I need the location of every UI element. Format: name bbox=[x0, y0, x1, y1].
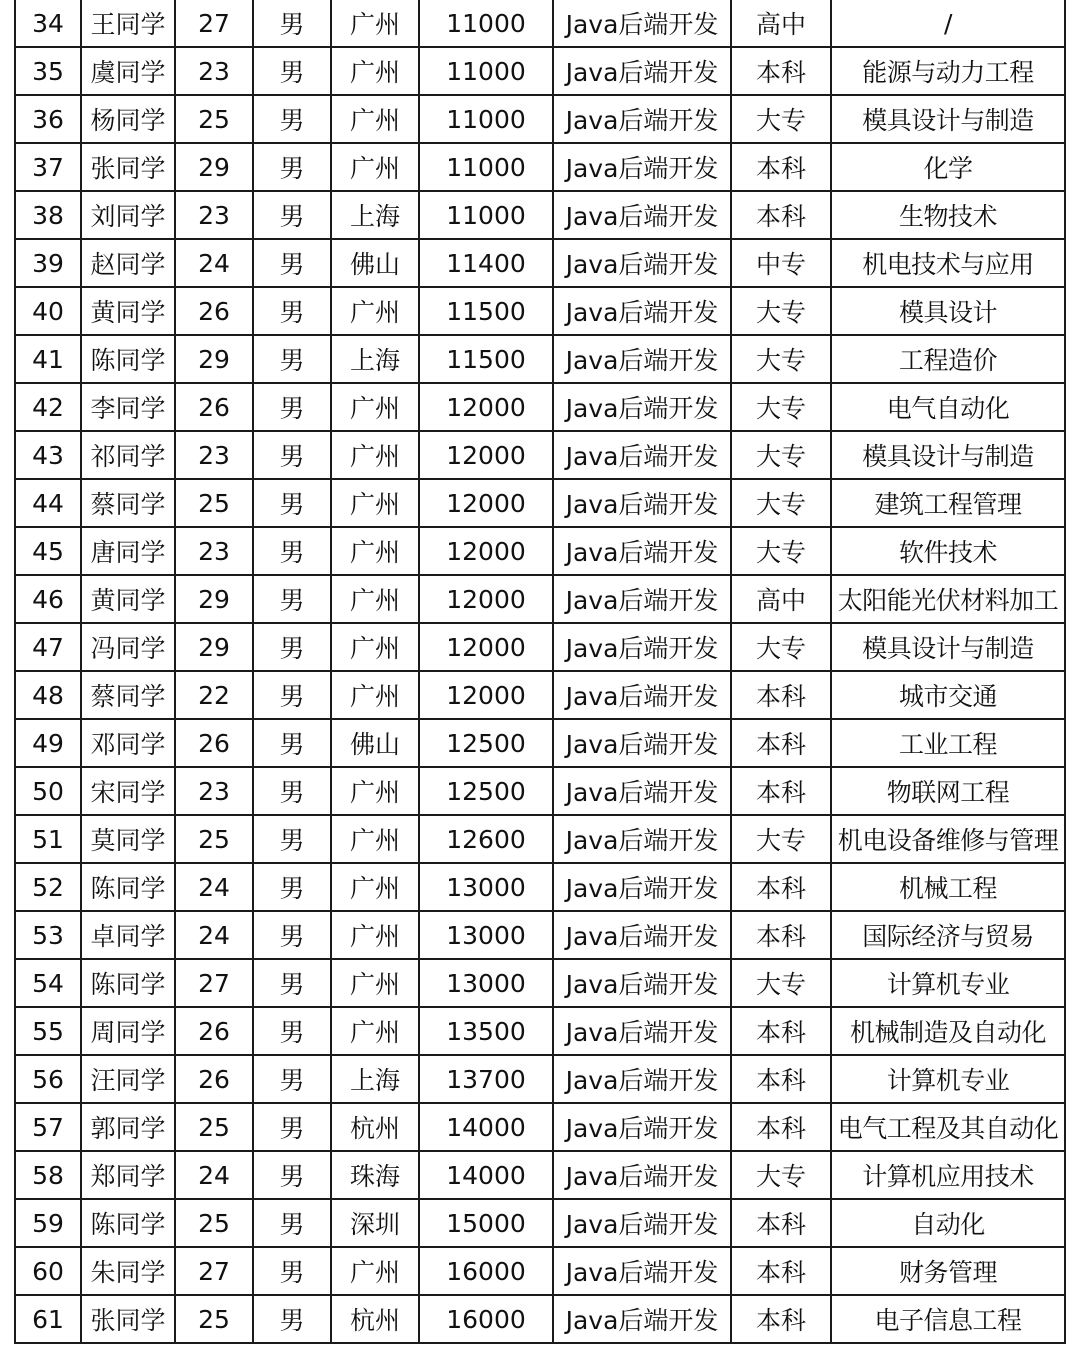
position-cell: Java后端开发 bbox=[553, 383, 731, 431]
position-cell: Java后端开发 bbox=[553, 191, 731, 239]
gender-cell: 男 bbox=[253, 671, 331, 719]
city-cell: 广州 bbox=[331, 1007, 419, 1055]
education-cell: 大专 bbox=[731, 383, 831, 431]
salary-cell: 11000 bbox=[419, 0, 553, 47]
city-cell: 广州 bbox=[331, 527, 419, 575]
age-cell: 29 bbox=[175, 143, 253, 191]
major-cell: 机械制造及自动化 bbox=[831, 1007, 1065, 1055]
row-number-cell: 35 bbox=[15, 47, 81, 95]
education-cell: 大专 bbox=[731, 527, 831, 575]
salary-cell: 11500 bbox=[419, 287, 553, 335]
table-row bbox=[15, 191, 1065, 239]
city-cell: 佛山 bbox=[331, 719, 419, 767]
education-cell: 大专 bbox=[731, 287, 831, 335]
salary-cell: 11000 bbox=[419, 47, 553, 95]
student-name-cell: 杨同学 bbox=[81, 95, 175, 143]
city-cell: 广州 bbox=[331, 0, 419, 47]
student-name-cell: 宋同学 bbox=[81, 767, 175, 815]
gender-cell: 男 bbox=[253, 1055, 331, 1103]
gender-cell: 男 bbox=[253, 287, 331, 335]
position-cell: Java后端开发 bbox=[553, 719, 731, 767]
gender-cell: 男 bbox=[253, 383, 331, 431]
table-row bbox=[15, 1103, 1065, 1151]
salary-cell: 11500 bbox=[419, 335, 553, 383]
position-cell: Java后端开发 bbox=[553, 143, 731, 191]
table-row bbox=[15, 575, 1065, 623]
gender-cell: 男 bbox=[253, 143, 331, 191]
age-cell: 29 bbox=[175, 623, 253, 671]
table-row bbox=[15, 1007, 1065, 1055]
table-row bbox=[15, 623, 1065, 671]
salary-cell: 13000 bbox=[419, 863, 553, 911]
position-cell: Java后端开发 bbox=[553, 1199, 731, 1247]
education-cell: 本科 bbox=[731, 1103, 831, 1151]
gender-cell: 男 bbox=[253, 239, 331, 287]
major-cell: / bbox=[831, 0, 1065, 47]
salary-cell: 16000 bbox=[419, 1295, 553, 1343]
age-cell: 22 bbox=[175, 671, 253, 719]
city-cell: 广州 bbox=[331, 575, 419, 623]
table-row bbox=[15, 1199, 1065, 1247]
gender-cell: 男 bbox=[253, 863, 331, 911]
major-cell: 机械工程 bbox=[831, 863, 1065, 911]
city-cell: 杭州 bbox=[331, 1295, 419, 1343]
student-name-cell: 赵同学 bbox=[81, 239, 175, 287]
row-number-cell: 49 bbox=[15, 719, 81, 767]
education-cell: 大专 bbox=[731, 815, 831, 863]
student-name-cell: 莫同学 bbox=[81, 815, 175, 863]
student-name-cell: 唐同学 bbox=[81, 527, 175, 575]
position-cell: Java后端开发 bbox=[553, 47, 731, 95]
student-name-cell: 邓同学 bbox=[81, 719, 175, 767]
age-cell: 27 bbox=[175, 1247, 253, 1295]
gender-cell: 男 bbox=[253, 1151, 331, 1199]
position-cell: Java后端开发 bbox=[553, 1295, 731, 1343]
table-row bbox=[15, 959, 1065, 1007]
education-cell: 大专 bbox=[731, 623, 831, 671]
major-cell: 计算机专业 bbox=[831, 959, 1065, 1007]
city-cell: 广州 bbox=[331, 143, 419, 191]
position-cell: Java后端开发 bbox=[553, 863, 731, 911]
age-cell: 25 bbox=[175, 1295, 253, 1343]
position-cell: Java后端开发 bbox=[553, 239, 731, 287]
city-cell: 广州 bbox=[331, 911, 419, 959]
salary-cell: 12000 bbox=[419, 623, 553, 671]
education-cell: 大专 bbox=[731, 431, 831, 479]
row-number-cell: 55 bbox=[15, 1007, 81, 1055]
salary-cell: 12500 bbox=[419, 767, 553, 815]
age-cell: 23 bbox=[175, 47, 253, 95]
gender-cell: 男 bbox=[253, 623, 331, 671]
major-cell: 电气工程及其自动化 bbox=[831, 1103, 1065, 1151]
major-cell: 模具设计与制造 bbox=[831, 95, 1065, 143]
student-name-cell: 刘同学 bbox=[81, 191, 175, 239]
age-cell: 24 bbox=[175, 863, 253, 911]
salary-cell: 13500 bbox=[419, 1007, 553, 1055]
salary-cell: 13000 bbox=[419, 911, 553, 959]
city-cell: 广州 bbox=[331, 287, 419, 335]
city-cell: 广州 bbox=[331, 671, 419, 719]
salary-cell: 11000 bbox=[419, 95, 553, 143]
education-cell: 大专 bbox=[731, 479, 831, 527]
table-row bbox=[15, 95, 1065, 143]
table-row bbox=[15, 383, 1065, 431]
city-cell: 杭州 bbox=[331, 1103, 419, 1151]
student-salary-table bbox=[14, 0, 1066, 1344]
education-cell: 本科 bbox=[731, 1247, 831, 1295]
position-cell: Java后端开发 bbox=[553, 1055, 731, 1103]
city-cell: 广州 bbox=[331, 95, 419, 143]
age-cell: 26 bbox=[175, 1007, 253, 1055]
position-cell: Java后端开发 bbox=[553, 1151, 731, 1199]
position-cell: Java后端开发 bbox=[553, 623, 731, 671]
row-number-cell: 51 bbox=[15, 815, 81, 863]
age-cell: 25 bbox=[175, 815, 253, 863]
age-cell: 26 bbox=[175, 1055, 253, 1103]
major-cell: 生物技术 bbox=[831, 191, 1065, 239]
age-cell: 26 bbox=[175, 287, 253, 335]
salary-cell: 12500 bbox=[419, 719, 553, 767]
row-number-cell: 61 bbox=[15, 1295, 81, 1343]
row-number-cell: 56 bbox=[15, 1055, 81, 1103]
major-cell: 工业工程 bbox=[831, 719, 1065, 767]
age-cell: 23 bbox=[175, 191, 253, 239]
city-cell: 广州 bbox=[331, 1247, 419, 1295]
row-number-cell: 52 bbox=[15, 863, 81, 911]
city-cell: 广州 bbox=[331, 815, 419, 863]
position-cell: Java后端开发 bbox=[553, 431, 731, 479]
row-number-cell: 48 bbox=[15, 671, 81, 719]
gender-cell: 男 bbox=[253, 1007, 331, 1055]
student-name-cell: 黄同学 bbox=[81, 287, 175, 335]
major-cell: 模具设计 bbox=[831, 287, 1065, 335]
position-cell: Java后端开发 bbox=[553, 815, 731, 863]
gender-cell: 男 bbox=[253, 527, 331, 575]
position-cell: Java后端开发 bbox=[553, 1007, 731, 1055]
gender-cell: 男 bbox=[253, 335, 331, 383]
city-cell: 广州 bbox=[331, 383, 419, 431]
table-row bbox=[15, 527, 1065, 575]
student-name-cell: 朱同学 bbox=[81, 1247, 175, 1295]
table-row bbox=[15, 287, 1065, 335]
major-cell: 模具设计与制造 bbox=[831, 623, 1065, 671]
student-name-cell: 祁同学 bbox=[81, 431, 175, 479]
education-cell: 本科 bbox=[731, 719, 831, 767]
age-cell: 27 bbox=[175, 0, 253, 47]
table-row bbox=[15, 719, 1065, 767]
major-cell: 电气自动化 bbox=[831, 383, 1065, 431]
education-cell: 本科 bbox=[731, 1295, 831, 1343]
position-cell: Java后端开发 bbox=[553, 1103, 731, 1151]
major-cell: 软件技术 bbox=[831, 527, 1065, 575]
row-number-cell: 43 bbox=[15, 431, 81, 479]
education-cell: 本科 bbox=[731, 1007, 831, 1055]
table-row bbox=[15, 1295, 1065, 1343]
salary-cell: 14000 bbox=[419, 1103, 553, 1151]
salary-cell: 12000 bbox=[419, 671, 553, 719]
position-cell: Java后端开发 bbox=[553, 0, 731, 47]
table-row bbox=[15, 1151, 1065, 1199]
age-cell: 25 bbox=[175, 95, 253, 143]
salary-cell: 12000 bbox=[419, 575, 553, 623]
major-cell: 城市交通 bbox=[831, 671, 1065, 719]
row-number-cell: 37 bbox=[15, 143, 81, 191]
education-cell: 高中 bbox=[731, 575, 831, 623]
student-name-cell: 陈同学 bbox=[81, 863, 175, 911]
age-cell: 24 bbox=[175, 1151, 253, 1199]
gender-cell: 男 bbox=[253, 719, 331, 767]
student-name-cell: 李同学 bbox=[81, 383, 175, 431]
student-name-cell: 郭同学 bbox=[81, 1103, 175, 1151]
age-cell: 29 bbox=[175, 575, 253, 623]
city-cell: 广州 bbox=[331, 431, 419, 479]
major-cell: 太阳能光伏材料加工 bbox=[831, 575, 1065, 623]
gender-cell: 男 bbox=[253, 959, 331, 1007]
student-name-cell: 冯同学 bbox=[81, 623, 175, 671]
age-cell: 24 bbox=[175, 911, 253, 959]
city-cell: 深圳 bbox=[331, 1199, 419, 1247]
row-number-cell: 45 bbox=[15, 527, 81, 575]
city-cell: 广州 bbox=[331, 959, 419, 1007]
age-cell: 27 bbox=[175, 959, 253, 1007]
row-number-cell: 57 bbox=[15, 1103, 81, 1151]
table-row bbox=[15, 1247, 1065, 1295]
row-number-cell: 59 bbox=[15, 1199, 81, 1247]
table-row bbox=[15, 335, 1065, 383]
salary-cell: 11000 bbox=[419, 143, 553, 191]
major-cell: 建筑工程管理 bbox=[831, 479, 1065, 527]
student-name-cell: 王同学 bbox=[81, 0, 175, 47]
student-name-cell: 陈同学 bbox=[81, 1199, 175, 1247]
position-cell: Java后端开发 bbox=[553, 767, 731, 815]
major-cell: 国际经济与贸易 bbox=[831, 911, 1065, 959]
gender-cell: 男 bbox=[253, 815, 331, 863]
student-name-cell: 陈同学 bbox=[81, 335, 175, 383]
table-row bbox=[15, 47, 1065, 95]
major-cell: 能源与动力工程 bbox=[831, 47, 1065, 95]
salary-cell: 12000 bbox=[419, 431, 553, 479]
table-row bbox=[15, 239, 1065, 287]
row-number-cell: 53 bbox=[15, 911, 81, 959]
position-cell: Java后端开发 bbox=[553, 479, 731, 527]
education-cell: 本科 bbox=[731, 767, 831, 815]
education-cell: 本科 bbox=[731, 1055, 831, 1103]
row-number-cell: 42 bbox=[15, 383, 81, 431]
salary-cell: 13700 bbox=[419, 1055, 553, 1103]
student-name-cell: 虞同学 bbox=[81, 47, 175, 95]
age-cell: 26 bbox=[175, 383, 253, 431]
table-row bbox=[15, 431, 1065, 479]
gender-cell: 男 bbox=[253, 431, 331, 479]
row-number-cell: 40 bbox=[15, 287, 81, 335]
table-row bbox=[15, 479, 1065, 527]
education-cell: 本科 bbox=[731, 191, 831, 239]
row-number-cell: 46 bbox=[15, 575, 81, 623]
major-cell: 机电设备维修与管理 bbox=[831, 815, 1065, 863]
gender-cell: 男 bbox=[253, 575, 331, 623]
student-name-cell: 卓同学 bbox=[81, 911, 175, 959]
table-row bbox=[15, 815, 1065, 863]
table-row bbox=[15, 1055, 1065, 1103]
city-cell: 广州 bbox=[331, 479, 419, 527]
city-cell: 珠海 bbox=[331, 1151, 419, 1199]
student-name-cell: 张同学 bbox=[81, 1295, 175, 1343]
table-row bbox=[15, 143, 1065, 191]
salary-cell: 13000 bbox=[419, 959, 553, 1007]
major-cell: 机电技术与应用 bbox=[831, 239, 1065, 287]
gender-cell: 男 bbox=[253, 1247, 331, 1295]
row-number-cell: 34 bbox=[15, 0, 81, 47]
major-cell: 自动化 bbox=[831, 1199, 1065, 1247]
student-name-cell: 黄同学 bbox=[81, 575, 175, 623]
age-cell: 24 bbox=[175, 239, 253, 287]
salary-cell: 11400 bbox=[419, 239, 553, 287]
education-cell: 大专 bbox=[731, 1151, 831, 1199]
education-cell: 大专 bbox=[731, 335, 831, 383]
student-name-cell: 周同学 bbox=[81, 1007, 175, 1055]
row-number-cell: 38 bbox=[15, 191, 81, 239]
gender-cell: 男 bbox=[253, 911, 331, 959]
student-name-cell: 郑同学 bbox=[81, 1151, 175, 1199]
education-cell: 本科 bbox=[731, 1199, 831, 1247]
age-cell: 23 bbox=[175, 767, 253, 815]
education-cell: 本科 bbox=[731, 143, 831, 191]
salary-cell: 12000 bbox=[419, 479, 553, 527]
position-cell: Java后端开发 bbox=[553, 287, 731, 335]
city-cell: 广州 bbox=[331, 47, 419, 95]
education-cell: 大专 bbox=[731, 959, 831, 1007]
major-cell: 工程造价 bbox=[831, 335, 1065, 383]
major-cell: 计算机应用技术 bbox=[831, 1151, 1065, 1199]
gender-cell: 男 bbox=[253, 1295, 331, 1343]
salary-cell: 12000 bbox=[419, 527, 553, 575]
gender-cell: 男 bbox=[253, 767, 331, 815]
salary-cell: 11000 bbox=[419, 191, 553, 239]
education-cell: 本科 bbox=[731, 671, 831, 719]
education-cell: 高中 bbox=[731, 0, 831, 47]
row-number-cell: 44 bbox=[15, 479, 81, 527]
education-cell: 本科 bbox=[731, 47, 831, 95]
city-cell: 佛山 bbox=[331, 239, 419, 287]
row-number-cell: 60 bbox=[15, 1247, 81, 1295]
city-cell: 广州 bbox=[331, 623, 419, 671]
position-cell: Java后端开发 bbox=[553, 95, 731, 143]
row-number-cell: 58 bbox=[15, 1151, 81, 1199]
student-name-cell: 陈同学 bbox=[81, 959, 175, 1007]
gender-cell: 男 bbox=[253, 95, 331, 143]
age-cell: 25 bbox=[175, 1103, 253, 1151]
row-number-cell: 36 bbox=[15, 95, 81, 143]
student-name-cell: 蔡同学 bbox=[81, 671, 175, 719]
salary-cell: 14000 bbox=[419, 1151, 553, 1199]
education-cell: 大专 bbox=[731, 95, 831, 143]
education-cell: 本科 bbox=[731, 911, 831, 959]
position-cell: Java后端开发 bbox=[553, 527, 731, 575]
age-cell: 29 bbox=[175, 335, 253, 383]
city-cell: 上海 bbox=[331, 1055, 419, 1103]
city-cell: 上海 bbox=[331, 335, 419, 383]
table-row bbox=[15, 0, 1065, 47]
age-cell: 25 bbox=[175, 479, 253, 527]
age-cell: 25 bbox=[175, 1199, 253, 1247]
major-cell: 电子信息工程 bbox=[831, 1295, 1065, 1343]
position-cell: Java后端开发 bbox=[553, 911, 731, 959]
age-cell: 26 bbox=[175, 719, 253, 767]
table-row bbox=[15, 671, 1065, 719]
major-cell: 财务管理 bbox=[831, 1247, 1065, 1295]
major-cell: 物联网工程 bbox=[831, 767, 1065, 815]
salary-cell: 12000 bbox=[419, 383, 553, 431]
gender-cell: 男 bbox=[253, 479, 331, 527]
education-cell: 中专 bbox=[731, 239, 831, 287]
salary-cell: 16000 bbox=[419, 1247, 553, 1295]
student-name-cell: 汪同学 bbox=[81, 1055, 175, 1103]
gender-cell: 男 bbox=[253, 1199, 331, 1247]
row-number-cell: 39 bbox=[15, 239, 81, 287]
row-number-cell: 54 bbox=[15, 959, 81, 1007]
salary-cell: 15000 bbox=[419, 1199, 553, 1247]
age-cell: 23 bbox=[175, 527, 253, 575]
row-number-cell: 47 bbox=[15, 623, 81, 671]
gender-cell: 男 bbox=[253, 0, 331, 47]
table-body bbox=[15, 0, 1065, 1343]
city-cell: 广州 bbox=[331, 767, 419, 815]
gender-cell: 男 bbox=[253, 47, 331, 95]
table-row bbox=[15, 767, 1065, 815]
gender-cell: 男 bbox=[253, 1103, 331, 1151]
major-cell: 模具设计与制造 bbox=[831, 431, 1065, 479]
major-cell: 计算机专业 bbox=[831, 1055, 1065, 1103]
position-cell: Java后端开发 bbox=[553, 959, 731, 1007]
education-cell: 本科 bbox=[731, 863, 831, 911]
position-cell: Java后端开发 bbox=[553, 671, 731, 719]
position-cell: Java后端开发 bbox=[553, 1247, 731, 1295]
row-number-cell: 41 bbox=[15, 335, 81, 383]
student-name-cell: 蔡同学 bbox=[81, 479, 175, 527]
row-number-cell: 50 bbox=[15, 767, 81, 815]
city-cell: 上海 bbox=[331, 191, 419, 239]
position-cell: Java后端开发 bbox=[553, 575, 731, 623]
position-cell: Java后端开发 bbox=[553, 335, 731, 383]
city-cell: 广州 bbox=[331, 863, 419, 911]
table-row bbox=[15, 863, 1065, 911]
student-name-cell: 张同学 bbox=[81, 143, 175, 191]
salary-cell: 12600 bbox=[419, 815, 553, 863]
gender-cell: 男 bbox=[253, 191, 331, 239]
major-cell: 化学 bbox=[831, 143, 1065, 191]
table-row bbox=[15, 911, 1065, 959]
age-cell: 23 bbox=[175, 431, 253, 479]
